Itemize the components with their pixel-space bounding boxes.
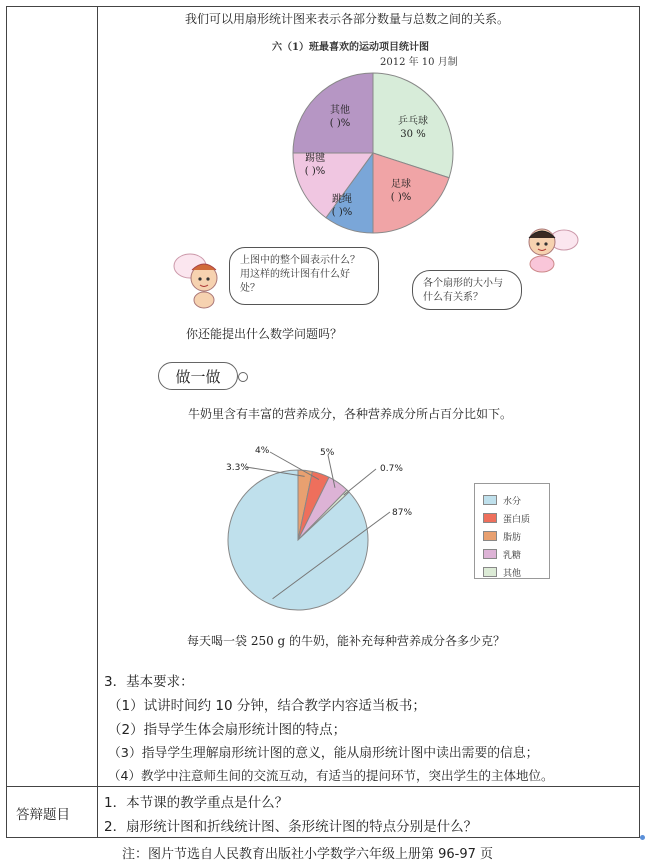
activity-badge-dot: [238, 372, 248, 382]
requirement-item-4: （4）教学中注意师生间的交流互动，有适当的提问环节，突出学生的主体地位。: [108, 768, 554, 783]
activity-badge: [158, 362, 238, 390]
legend-item: [483, 563, 549, 581]
marker-dot: [640, 835, 645, 840]
right-speech-bubble: 各个扇形的大小与什么有关系？: [412, 270, 522, 310]
requirements-heading: 3．基本要求：: [104, 674, 194, 690]
legend-swatch: [483, 531, 497, 541]
footer-note: 注：图片节选自人民教育出版社小学数学六年级上册第 96-97 页: [122, 847, 494, 862]
jumprope-name: 跳绳: [332, 194, 352, 205]
milk-question: 每天喝一袋 250 g 的牛奶，能补充每种营养成分各多少克？: [187, 634, 506, 648]
other-percent: ( )%: [329, 118, 351, 129]
pingpong-label: [388, 115, 438, 141]
requirement-item-2: （2）指导学生体会扇形统计图的特点；: [108, 722, 347, 738]
jumprope-label: [317, 193, 367, 219]
legend-item: [483, 527, 549, 545]
chart1-date: 2012 年 10 月制: [380, 57, 458, 68]
legend-item: [483, 509, 549, 527]
water-callout: 87%: [392, 508, 413, 518]
lactose-callout: 5%: [320, 448, 335, 458]
legend-label: 其他: [503, 568, 522, 579]
angel-character-right: [512, 218, 582, 280]
pingpong-percent: 30 %: [400, 129, 426, 140]
column-divider: [97, 6, 98, 838]
defense-question-2: 2．扇形统计图和折线统计图、条形统计图的特点分别是什么？: [104, 819, 478, 835]
jumprope-percent: ( )%: [331, 207, 353, 218]
legend-swatch: [483, 513, 497, 523]
chart1-title: 六（1）班最喜欢的运动项目统计图: [272, 42, 429, 53]
other-callout: 0.7%: [380, 464, 403, 474]
football-label: [376, 178, 426, 204]
protein-callout: 4%: [255, 446, 270, 456]
legend-item: [483, 491, 549, 509]
requirement-item-3: （3）指导学生理解扇形统计图的意义，能从扇形统计图中读出需要的信息；: [108, 746, 539, 761]
kick-name: 踢毽: [305, 153, 325, 164]
fat-callout: 3.3%: [226, 463, 249, 473]
legend-swatch: [483, 549, 497, 559]
milk-legend: [474, 483, 550, 579]
legend-item: [483, 545, 549, 563]
legend-swatch: [483, 495, 497, 505]
left-speech-bubble: 上图中的整个圆表示什么？用这样的统计图有什么好处？: [229, 247, 379, 305]
question-text: 你还能提出什么数学问题吗？: [186, 327, 343, 341]
angel-character-left: [168, 248, 232, 312]
legend-label: 脂肪: [503, 532, 522, 543]
legend-label: 水分: [503, 496, 522, 507]
defense-question-1: 1．本节课的教学重点是什么？: [104, 795, 289, 811]
intro-text: 我们可以用扇形统计图来表示各部分数量与总数之间的关系。: [185, 12, 510, 26]
pingpong-name: 乒乓球: [398, 116, 428, 127]
legend-swatch: [483, 567, 497, 577]
requirement-item-1: （1）试讲时间约 10 分钟，结合教学内容适当板书；: [108, 698, 426, 714]
football-percent: ( )%: [390, 192, 412, 203]
defense-label: 答辩题目: [16, 807, 70, 823]
legend-label: 蛋白质: [503, 514, 531, 525]
row-divider: [6, 786, 640, 787]
legend-label: 乳糖: [503, 550, 522, 561]
kick-percent: ( )%: [304, 166, 326, 177]
kick-label: [290, 152, 340, 178]
milk-text: 牛奶里含有丰富的营养成分，各种营养成分所占百分比如下。: [188, 407, 513, 421]
football-name: 足球: [391, 179, 411, 190]
other-slice-leader: [344, 469, 376, 495]
other-name: 其他: [330, 105, 350, 116]
other-label: [313, 104, 367, 130]
activity-label: 做一做: [175, 367, 221, 386]
